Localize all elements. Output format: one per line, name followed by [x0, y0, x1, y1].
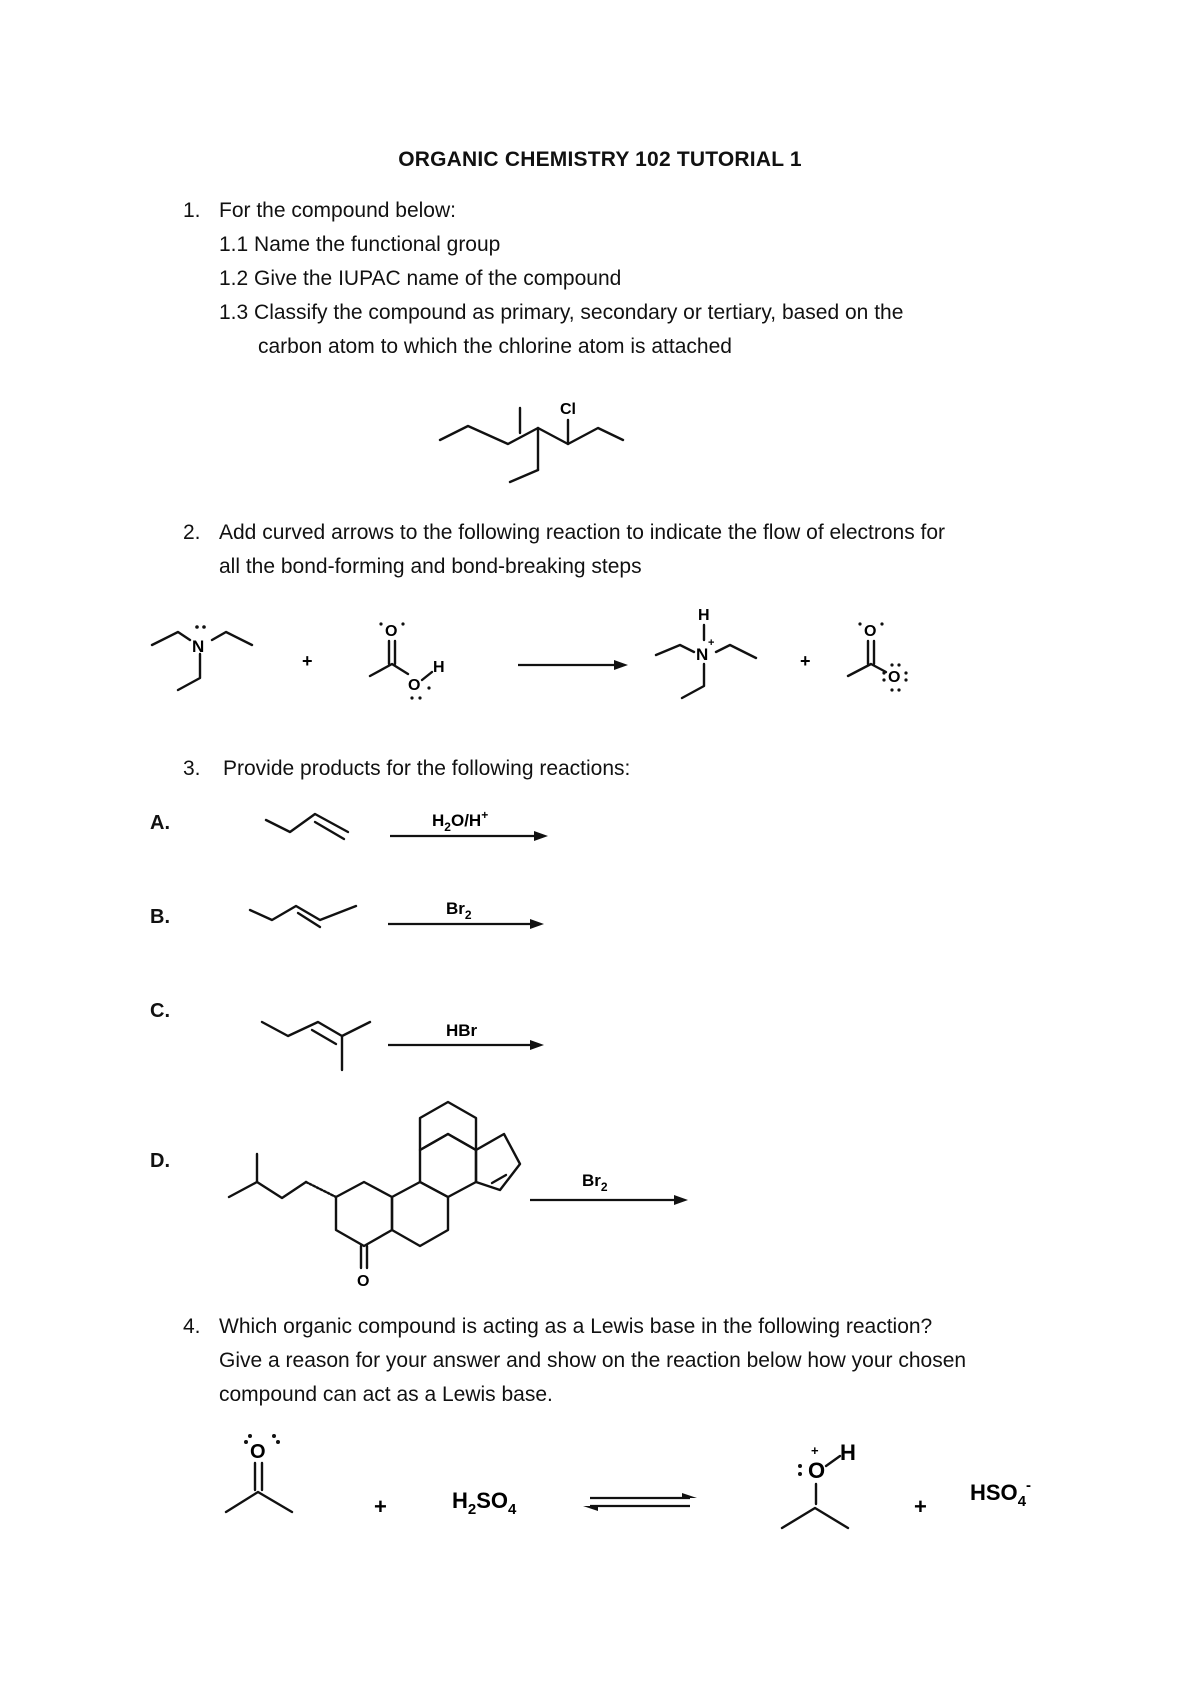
q4-protonated-acetone — [782, 1440, 856, 1528]
q3-b-reagent-br: Br — [446, 899, 465, 918]
q3-b-reaction — [250, 899, 544, 929]
q1-sub-1: 1.1 Name the functional group — [219, 233, 501, 256]
q4-acid-h: H — [452, 1488, 468, 1513]
q1-sub-3: 1.3 Classify the compound as primary, secondary or tertiary, based on the — [219, 301, 904, 324]
q4-acetone — [226, 1434, 292, 1512]
svg-text:+: + — [811, 1443, 819, 1458]
q4-line-3: compound can act as a Lewis base. — [219, 1383, 553, 1406]
chlorine-atom-label: Cl — [560, 401, 576, 418]
q1-sub-3-continued: carbon atom to which the chlorine atom is attached — [258, 335, 732, 358]
q4-anion-sub: 4 — [1017, 1493, 1027, 1510]
q4-reaction — [226, 1434, 1031, 1528]
q2-acetate — [848, 622, 908, 691]
q4-number: 4. — [183, 1315, 201, 1338]
q4-plus-1: + — [374, 1494, 387, 1519]
q3-d-reaction — [229, 1102, 688, 1290]
q2-carbonyl-oxygen-label: O — [385, 623, 398, 640]
q3-a-reagent-sub: 2 — [444, 820, 451, 834]
q4-plus-2: + — [914, 1494, 927, 1519]
svg-text:Br2 — [582, 1171, 608, 1194]
q4-line-2: Give a reason for your answer and show on the reaction below how your chosen — [219, 1349, 967, 1372]
q3-prompt: Provide products for the following reactions: — [223, 757, 631, 780]
q1-compound-structure — [440, 401, 623, 482]
q2-triethylamine — [152, 625, 252, 690]
page-title: ORGANIC CHEMISTRY 102 TUTORIAL 1 — [398, 148, 802, 171]
q3-d-ketone-oxygen-label: O — [357, 1273, 370, 1290]
q4-line-1: Which organic compound is acting as a Lewis base in the following reaction? — [219, 1315, 933, 1338]
q3-a-reagent-sup: + — [481, 808, 489, 822]
q3-a-reagent-h: H — [432, 811, 445, 830]
svg-text:H2O/H+ — [432, 808, 488, 834]
q2-acetate-oxygen-label: O — [888, 669, 901, 686]
svg-text:HSO4- — [970, 1477, 1031, 1510]
q2-line-1: Add curved arrows to the following reaction to indicate the flow of electrons for — [219, 521, 946, 544]
q2-reaction — [152, 607, 908, 700]
q3-c-reaction — [262, 1021, 544, 1070]
q1-number: 1. — [183, 199, 201, 222]
q3-d-reagent-br: Br — [582, 1171, 601, 1190]
q2-plus-1: + — [302, 651, 313, 671]
q3-d-reagent-sub: 2 — [600, 1180, 608, 1194]
q2-triethylammonium — [656, 607, 756, 698]
q2-ammonium-hydrogen-label: H — [698, 607, 710, 624]
q1-prompt: For the compound below: — [219, 199, 456, 222]
q3-label-a: A. — [150, 812, 170, 834]
q3-label-d: D. — [150, 1150, 170, 1172]
q4-anion-sup: - — [1026, 1477, 1032, 1494]
q2-ammonium-nitrogen-label: N — [696, 645, 709, 664]
q2-acetic-acid — [370, 622, 445, 699]
q1-sub-2: 1.2 Give the IUPAC name of the compound — [219, 267, 622, 290]
q3-b-reagent-sub: 2 — [464, 908, 472, 922]
q4-acid-sub-2: 2 — [467, 1501, 477, 1518]
svg-text:H2SO4 — [452, 1488, 517, 1518]
q4-acid-so: SO — [476, 1488, 509, 1513]
q2-number: 2. — [183, 521, 201, 544]
q4-acid-sub-4: 4 — [508, 1501, 517, 1518]
q4-protonated-hydrogen-label: H — [840, 1440, 856, 1465]
q3-d-steroid-structure — [229, 1102, 520, 1290]
q4-protonated-oxygen-label: O — [808, 1458, 826, 1483]
q2-nitrogen-label: N — [192, 637, 205, 656]
q2-acetate-carbonyl-oxygen-label: O — [864, 623, 877, 640]
q3-label-c: C. — [150, 1000, 170, 1022]
q3-a-reaction — [266, 808, 548, 841]
q3-c-reagent: HBr — [446, 1021, 478, 1040]
q2-hydroxyl-oxygen-label: O — [408, 677, 421, 694]
svg-text:+: + — [708, 637, 715, 649]
q3-number: 3. — [183, 757, 201, 780]
q4-equilibrium-arrows — [583, 1493, 697, 1511]
q2-hydroxyl-hydrogen-label: H — [433, 659, 445, 676]
q3-a-reagent-rest: O/H — [450, 811, 482, 830]
q2-line-2: all the bond-forming and bond-breaking steps — [219, 555, 642, 578]
q3-label-b: B. — [150, 906, 170, 928]
q4-anion-hso: HSO — [970, 1480, 1018, 1505]
q2-plus-2: + — [800, 651, 811, 671]
svg-text:Br2 — [446, 899, 472, 922]
q4-acetone-oxygen-label: O — [250, 1441, 266, 1463]
